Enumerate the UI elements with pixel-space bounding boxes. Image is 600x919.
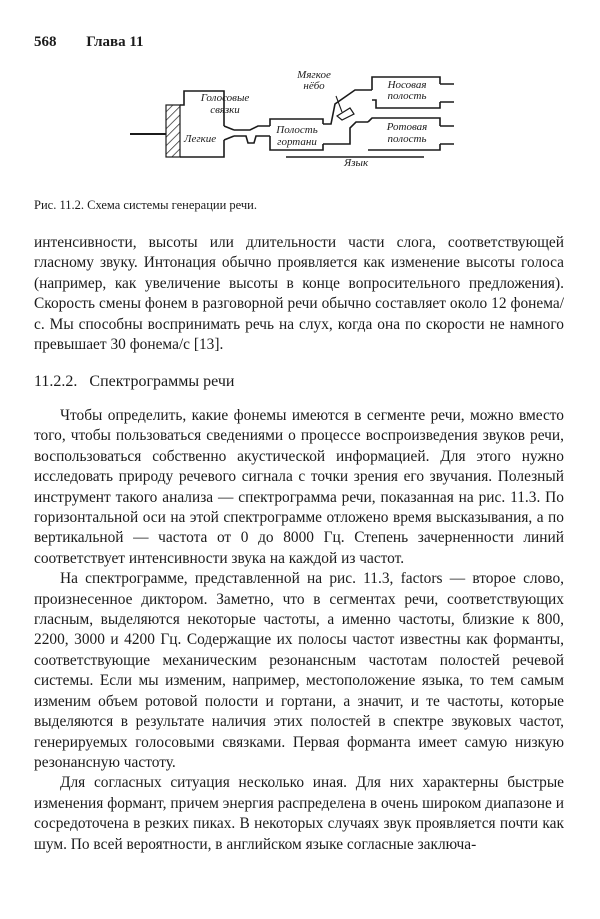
oral-outlet [440,126,454,144]
label-tongue: Язык [344,157,369,169]
page-header [34,34,564,51]
label-lungs: Легкие [184,133,217,145]
lungs-wall [166,105,180,157]
vocal-cords-glottis [224,126,270,143]
paragraph-2: На спектрограмме, представленной на рис. 11.3, factors — второе слово, произнесенное диктором. Заметно, что в сегментах речи, соответствующих гласным, выделяются некоторые частоты, а именно частоты, близкие к 800, 2200, 3000 и 4200 Гц. Содержащие их полосы частот известны как форманты, соответствующие механическим резонансным частотам полостей речевой системы. Если мы изменим, например, местоположение языка, то тем самым изменим объем ротовой полости и гортани, а значит, и те частоты, которые выделяются в результате наличия этих полостей в спектре звуковых частот, генерируемых голосовыми связками. Первая форманта имеет самую низкую резонансную частоту. [34,570,564,771]
intro-text [34,233,564,355]
intro-paragraph: интенсивности, высоты или длительности части слога, соответствующей гласному звуку. Интонация обычно проявляется как изменение высоты голоса (например, как увеличение высоты в конце вопросительного предложения). Скорость смены фонем в разговорной речи обычно составляет около 12 фонема/с. Мы способны воспринимать речь на слух, когда она по скорости не намного превышает 30 фонема/с [13]. [34,234,564,354]
figure-caption: Рис. 11.2. Схема системы генерации речи. [34,198,257,212]
nasal-outlet [440,84,454,102]
section-number: 11.2.2. [34,373,78,390]
soft-palate-flap [337,108,354,120]
speech-system-diagram [120,64,470,186]
chapter-title: Глава 11 [86,34,144,50]
label-soft-palate: Мягкое нёбо [297,69,331,92]
label-vocal-cords: Голосовые связки [200,92,250,116]
page-number: 568 [34,34,57,50]
label-oral-cavity: Ротовая полость [386,121,428,145]
label-nasal-cavity: Носовая полость [387,79,427,102]
paragraph-3: Для согласных ситуация несколько иная. Для них характерны быстрые изменения формант, причем энергия распределена в очень широком диапазоне и сосредоточена в резких пиках. В некоторых случаях звук проявляется почти как шум. По всей вероятности, в английском языке согласные заключа- [34,774,564,853]
section-title: Спектрограммы речи [89,373,235,390]
body-text [34,406,564,855]
label-larynx-cavity: Полость гортани [276,124,318,148]
section-heading [34,373,564,391]
paragraph-1: Чтобы определить, какие фонемы имеются в сегменте речи, можно вместо того, чтобы пользоваться сведениями о процессе воспроизведения звуков речи, воспользоваться собственно акустической информацией. Для этого нужно исследовать природу речевого сигнала с точки зрения его звучания. Полезный инструмент такого анализа — спектрограмма речи, показанная на рис. 11.3. По горизонтальной оси на этой спектрограмме отложено время высказывания, а по вертикальной — частота от 0 до 8000 Гц. Степень зачерненности линий соответствует интенсивности звука на каждой из частот. [34,407,564,567]
soft-palate-pointer [336,96,342,112]
